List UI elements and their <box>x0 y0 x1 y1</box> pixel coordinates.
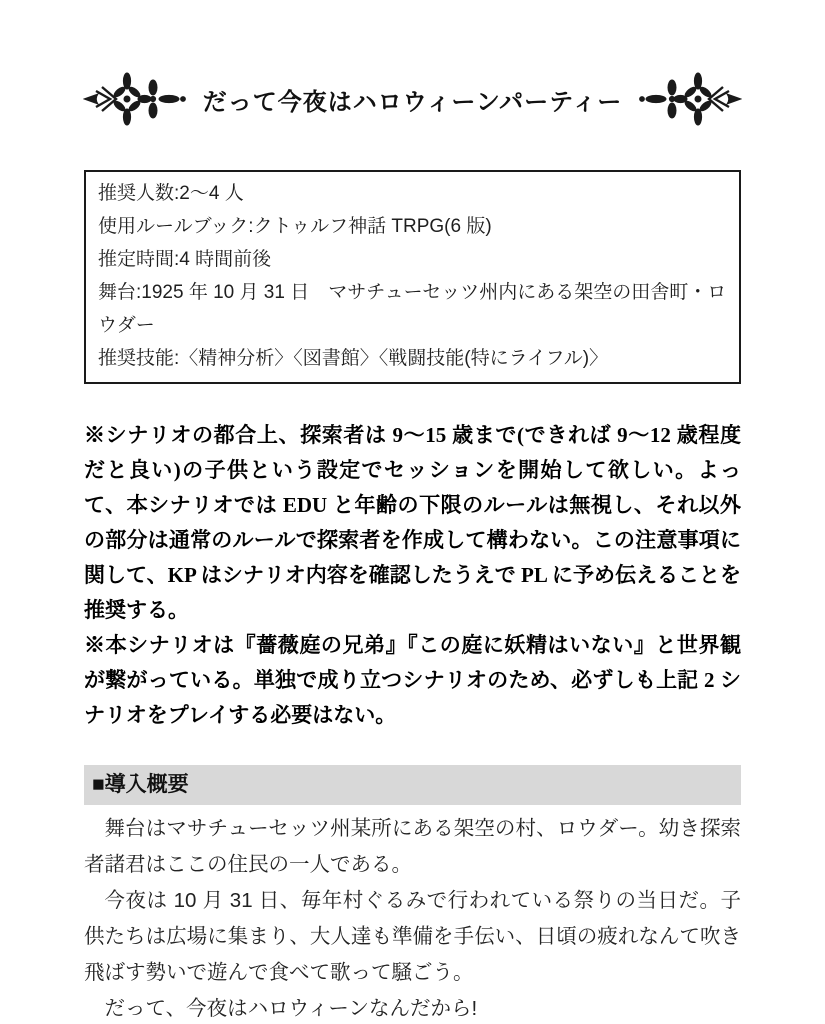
info-line-duration: 推定時間:4 時間前後 <box>98 249 272 270</box>
info-line-rulebook: 使用ルールブック:クトゥルフ神話 TRPG(6 版) <box>98 216 492 237</box>
note-paragraph: ※本シナリオは『薔薇庭の兄弟』『この庭に妖精はいない』と世界観が繋がっている。単独で成り立つシナリオのため、必ずしも上記 2 シナリオをプレイする必要はない。 <box>84 633 741 727</box>
intro-paragraph: 舞台はマサチューセッツ州某所にある架空の村、ロウダー。幼き探索者諸君はここの住民の一人である。 <box>84 817 741 876</box>
notes-block <box>84 418 741 733</box>
note-paragraph: ※シナリオの都合上、探索者は 9〜15 歳まで(できれば 9〜12 歳程度だと良い)の子供という設定でセッションを開始して欲しい。よって、本シナリオでは EDU と年齢の下限のルールは無視し、それ以外の部分は通常のルールで探索者を作成して構わない。この注意事項に関して、KP はシナリオ内容を確認したうえで PL に予め伝えることを推奨する。 <box>84 423 741 622</box>
intro-body <box>84 811 741 1024</box>
content-column <box>84 0 741 1024</box>
fleuron-ornament-icon <box>83 71 187 127</box>
intro-paragraph: だって、今夜はハロウィーンなんだから! <box>104 997 478 1020</box>
info-line-players: 推奨人数:2〜4 人 <box>98 183 244 204</box>
info-line-skills: 推奨技能:〈精神分析〉〈図書館〉〈戦闘技能(特にライフル)〉 <box>98 348 609 369</box>
info-line-setting: 舞台:1925 年 10 月 31 日 マサチューセッツ州内にある架空の田舎町・ロウダー <box>98 282 727 336</box>
page-title: だって今夜はハロウィーンパーティー <box>202 88 623 116</box>
section-heading-intro: ■導入概要 <box>84 765 741 805</box>
title-row <box>84 0 741 128</box>
fleuron-ornament-icon <box>638 71 742 127</box>
intro-paragraph: 今夜は 10 月 31 日、毎年村ぐるみで行われている祭りの当日だ。子供たちは広場に集まり、大人達も準備を手伝い、日頃の疲れなんて吹き飛ばす勢いで遊んで食べて歌って騒ごう。 <box>84 889 741 984</box>
scenario-info-box <box>84 170 741 384</box>
